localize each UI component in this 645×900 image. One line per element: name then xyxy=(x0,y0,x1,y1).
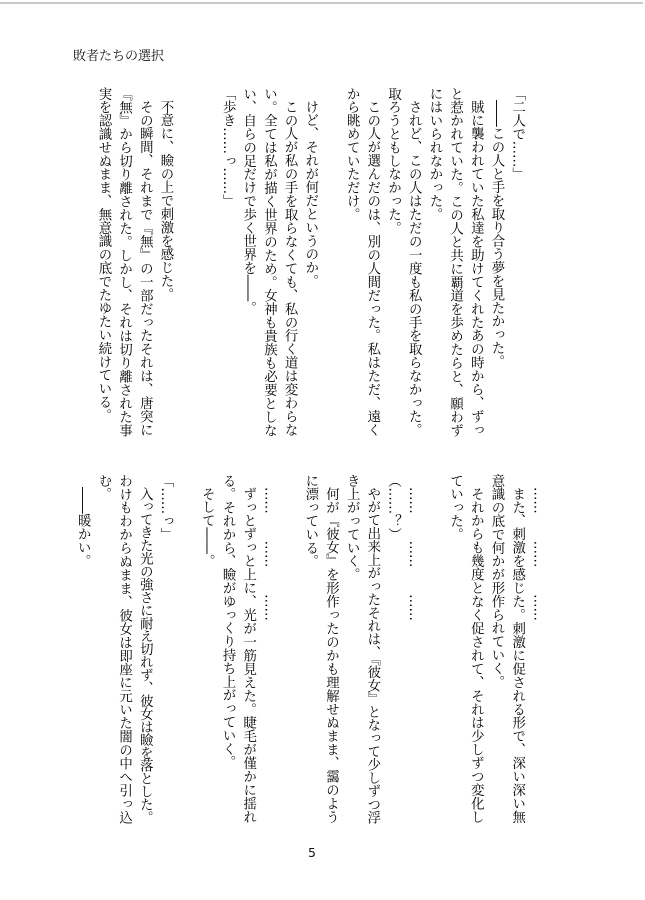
text-line: けど、それが何だというのか。 xyxy=(302,100,318,288)
text-line: む。 xyxy=(95,474,111,501)
text-line: そして――。 xyxy=(199,487,215,568)
text-line: その瞬間、それまで『無』の一部だったそれは、唐突に xyxy=(137,100,153,437)
text-line: この人が選んだのは、別の人間だった。私はただ、遠く xyxy=(364,100,380,437)
text-line: 『無』から切り離された。しかし、それは切り離された事 xyxy=(116,87,132,437)
text-line: 入ってきた光の強さに耐え切れず、彼女は瞼を落とした。 xyxy=(137,487,153,824)
text-line: い、自らの足だけで歩く世界を――。 xyxy=(240,87,256,315)
upper-tier-text xyxy=(71,87,547,437)
blank-line xyxy=(72,87,93,437)
scene-break-ellipsis: …… …… …… xyxy=(406,487,422,622)
text-line: る。それから、瞼がゆっくり持ち上がっていく。 xyxy=(220,474,236,769)
page-top-edge xyxy=(0,2,643,4)
text-line: 「歩き……っ……」 xyxy=(220,87,236,208)
text-line: やがて出来上がったそれは、『彼女』となって少しずつ浮 xyxy=(364,487,380,824)
text-line: にはいられなかった。 xyxy=(426,87,442,221)
text-line: い。全ては私が描く世界のため。女神も貴族も必要としな xyxy=(261,87,277,437)
blank-line xyxy=(278,474,299,824)
text-line: に漂っている。 xyxy=(302,474,318,568)
lower-tier-text xyxy=(71,474,547,824)
text-line: わけもわからぬまま、彼女は即座に元いた闇の中へ引っ込 xyxy=(116,474,132,824)
text-line: また、刺激を感じた。刺激に促される形で、深い深い無 xyxy=(509,487,525,824)
text-line: 「……っ」 xyxy=(157,474,173,541)
text-line: ていった。 xyxy=(447,474,463,541)
blank-line xyxy=(196,87,217,437)
text-line: （……？） xyxy=(385,474,401,541)
blank-line xyxy=(175,474,196,824)
running-header: 敗者たちの選択 xyxy=(73,49,165,64)
text-line: 意識の底で何かが形作られていく。 xyxy=(488,474,504,689)
text-line: されど、この人はただの一度も私の手を取らなかった。 xyxy=(406,100,422,437)
blank-line xyxy=(527,87,548,437)
text-line: ずっとずっと上に、光が一筋見えた。睫毛が僅かに揺れ xyxy=(240,487,256,824)
blank-line xyxy=(423,474,444,824)
text-line: き上がっていく。 xyxy=(344,474,360,582)
text-line: から眺めていただけ。 xyxy=(344,87,360,221)
text-line: 賊に襲われていた私達を助けてくれたあの時から、ずっ xyxy=(468,100,484,437)
blank-line xyxy=(320,87,341,437)
blank-line xyxy=(175,87,196,437)
text-line: ――暖かい。 xyxy=(75,487,91,568)
text-line: 不意に、瞼の上で刺激を感じた。 xyxy=(157,100,173,302)
text-line: この人が私の手を取らなくても、私の行く道は変わらな xyxy=(282,100,298,437)
text-line: 取ろうともしなかった。 xyxy=(385,87,401,235)
text-line: 実を認識せぬまま、無意識の底でたゆたい続けている。 xyxy=(95,87,111,422)
page-number: 5 xyxy=(308,845,316,860)
text-line: と惹かれていた。この人と共に覇道を歩めたらと、願わず xyxy=(447,87,463,437)
scene-break-ellipsis: …… …… …… xyxy=(530,487,546,622)
text-line: 何が『彼女』を形作ったのかも理解せぬまま、靄のよう xyxy=(323,487,339,824)
text-line: ――この人と手を取り合う夢を見たかった。 xyxy=(488,100,504,369)
scene-break-ellipsis: …… …… …… xyxy=(261,487,277,622)
text-line: 「二人で……」 xyxy=(509,87,525,181)
text-line: それからも幾度となく促されて、それは少しずつ変化し xyxy=(468,487,484,824)
